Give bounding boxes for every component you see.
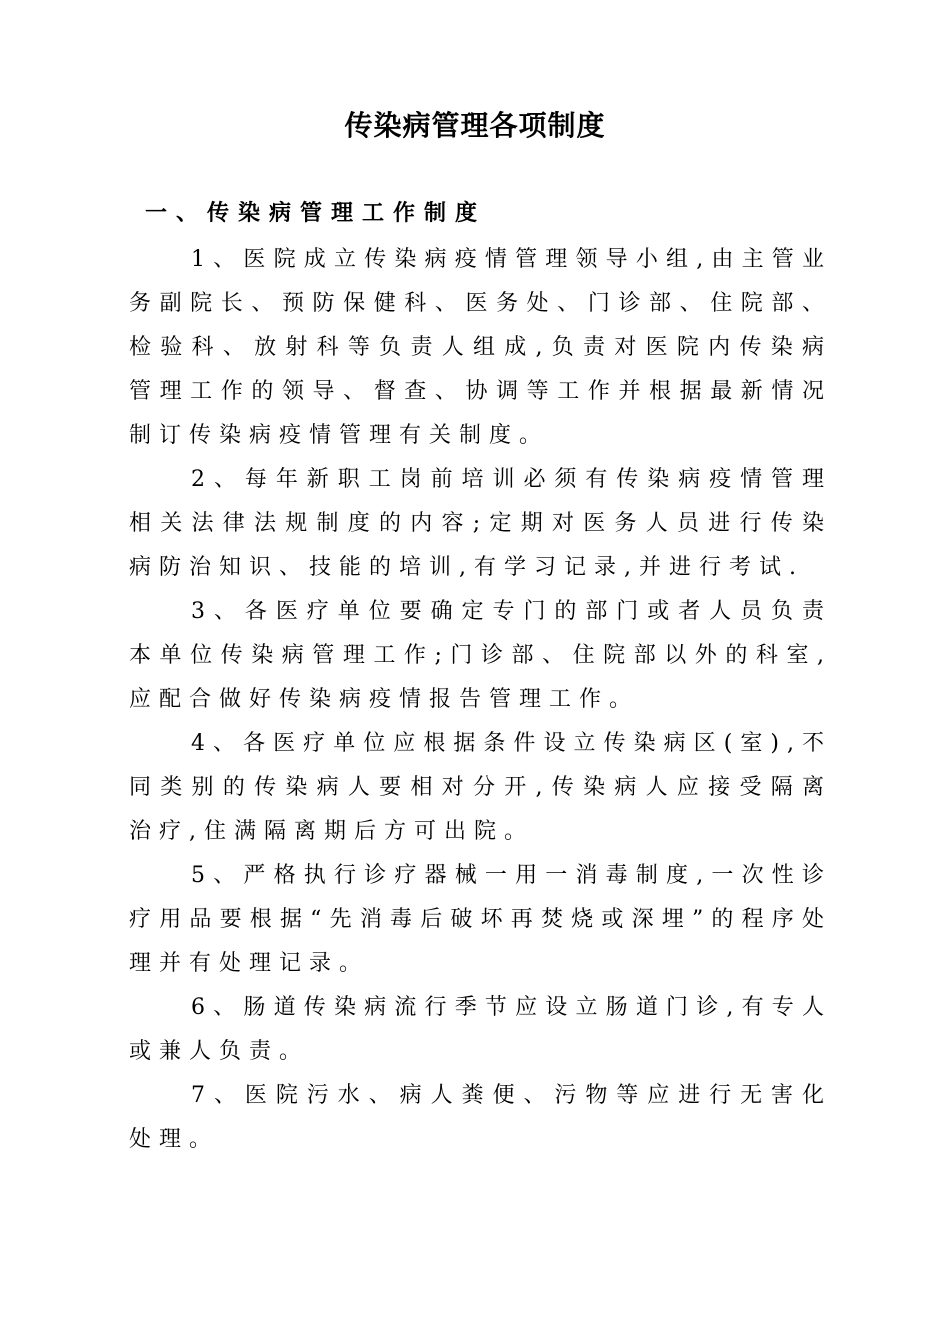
- document-body: [129, 238, 832, 1162]
- paragraph-4: 4、各医疗单位应根据条件设立传染病区(室),不同类别的传染病人要相对分开,传染病人应接受隔离治疗,住满隔离期后方可出院。: [129, 731, 832, 844]
- paragraph-2: 2、每年新职工岗前培训必须有传染病疫情管理相关法律法规制度的内容;定期对医务人员进行传染病防治知识、技能的培训,有学习记录,并进行考试.: [129, 467, 832, 580]
- paragraph-1: 1、医院成立传染病疫情管理领导小组,由主管业务副院长、预防保健科、医务处、门诊部、住院部、检验科、放射科等负责人组成,负责对医院内传染病管理工作的领导、督查、协调等工作并根据最新情况制订传染病疫情管理有关制度。: [129, 247, 832, 448]
- paragraph-3: 3、各医疗单位要确定专门的部门或者人员负责本单位传染病管理工作;门诊部、住院部以外的科室,应配合做好传染病疫情报告管理工作。: [129, 599, 832, 712]
- section-heading: 一、传染病管理工作制度: [145, 201, 487, 226]
- page-title: 传染病管理各项制度: [344, 109, 606, 142]
- paragraph-7: 7、医院污水、病人粪便、污物等应进行无害化处理。: [129, 1083, 832, 1152]
- paragraph-5: 5、严格执行诊疗器械一用一消毒制度,一次性诊疗用品要根据“先消毒后破坏再焚烧或深埋”的程序处理并有处理记录。: [129, 863, 832, 976]
- paragraph-6: 6、肠道传染病流行季节应设立肠道门诊,有专人或兼人负责。: [129, 995, 832, 1064]
